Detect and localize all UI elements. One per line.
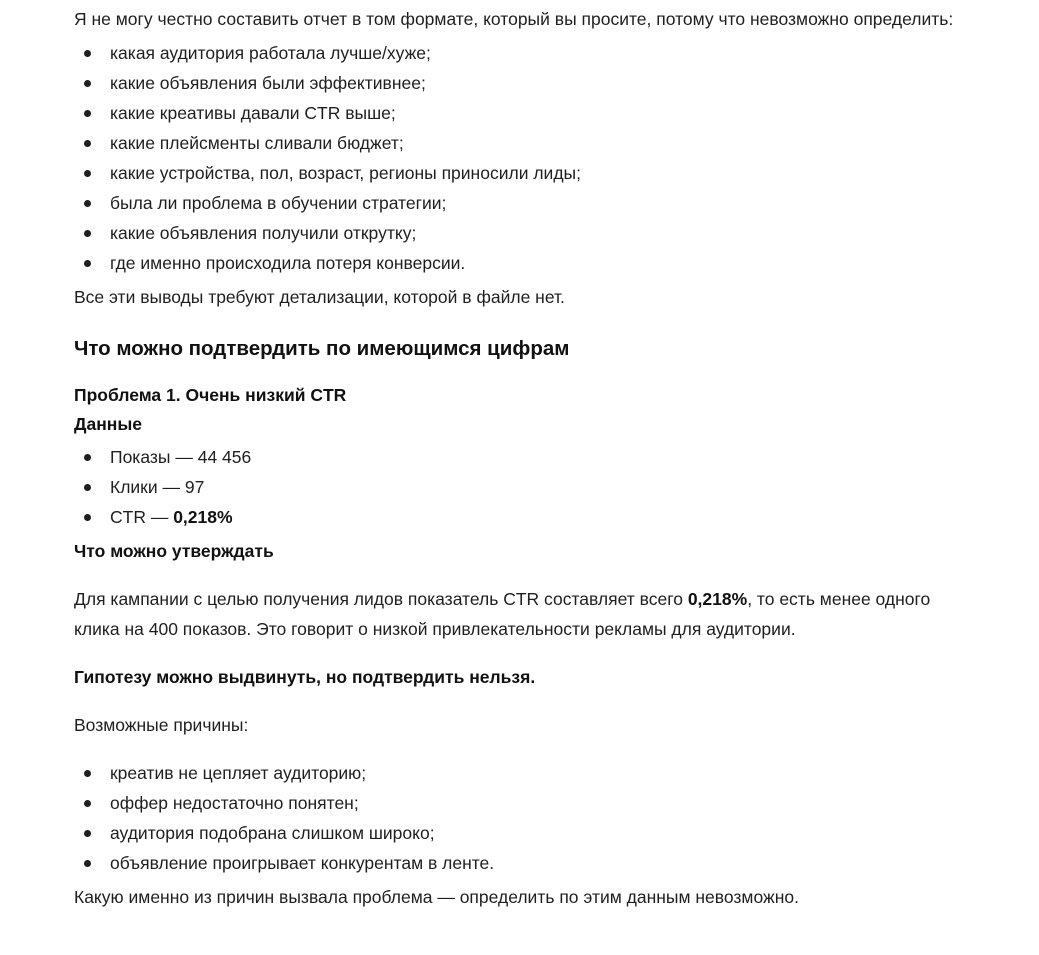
list-item: аудитория подобрана слишком широко; [74,818,974,848]
list-item: какие плейсменты сливали бюджет; [74,128,974,158]
list-item: объявление проигрывает конкурентам в ленте. [74,848,974,878]
claim-ctr-value: 0,218% [687,589,748,609]
list-item: где именно происходила потеря конверсии. [74,248,974,278]
list-item: какие устройства, пол, возраст, регионы приносили лиды; [74,158,974,188]
ctr-prefix: CTR — [110,507,174,527]
list-item: креатив не цепляет аудиторию; [74,758,974,788]
list-item: какая аудитория работала лучше/хуже; [74,38,974,68]
impressions-item: Показы — 44 456 [74,442,974,472]
list-item: была ли проблема в обучении стратегии; [74,188,974,218]
unknowns-list [74,38,974,278]
section-heading: Что можно подтвердить по имеющимся цифрам [74,337,570,360]
claim-paragraph [74,584,974,644]
intro-paragraph: Я не могу честно составить отчет в том формате, который вы просите, потому что невозможно определить: [74,9,954,29]
claim-label: Что можно утверждать [74,541,274,561]
ctr-value: 0,218% [173,507,233,527]
causes-list [74,758,974,878]
list-item: оффер недостаточно понятен; [74,788,974,818]
list-item: какие объявления были эффективнее; [74,68,974,98]
ctr-item [74,502,974,532]
claim-text-before: Для кампании с целью получения лидов показатель CTR составляет всего [74,589,688,609]
list-item: какие креативы давали CTR выше; [74,98,974,128]
data-list [74,442,974,532]
conclusion-paragraph: Какую именно из причин вызвала проблема — определить по этим данным невозможно. [74,887,799,907]
problem-title: Проблема 1. Очень низкий CTR [74,385,347,405]
claim-text-after: , то есть менее одного клика на 400 показов. Это говорит о низкой привлекательности рекламы для аудитории. [74,589,931,639]
hypothesis-text: Гипотезу можно выдвинуть, но подтвердить нельзя. [74,667,536,687]
data-label: Данные [74,414,143,434]
causes-label: Возможные причины: [74,715,249,735]
list-item: какие объявления получили открутку; [74,218,974,248]
summary-paragraph: Все эти выводы требуют детализации, которой в файле нет. [74,287,565,307]
clicks-item: Клики — 97 [74,472,974,502]
